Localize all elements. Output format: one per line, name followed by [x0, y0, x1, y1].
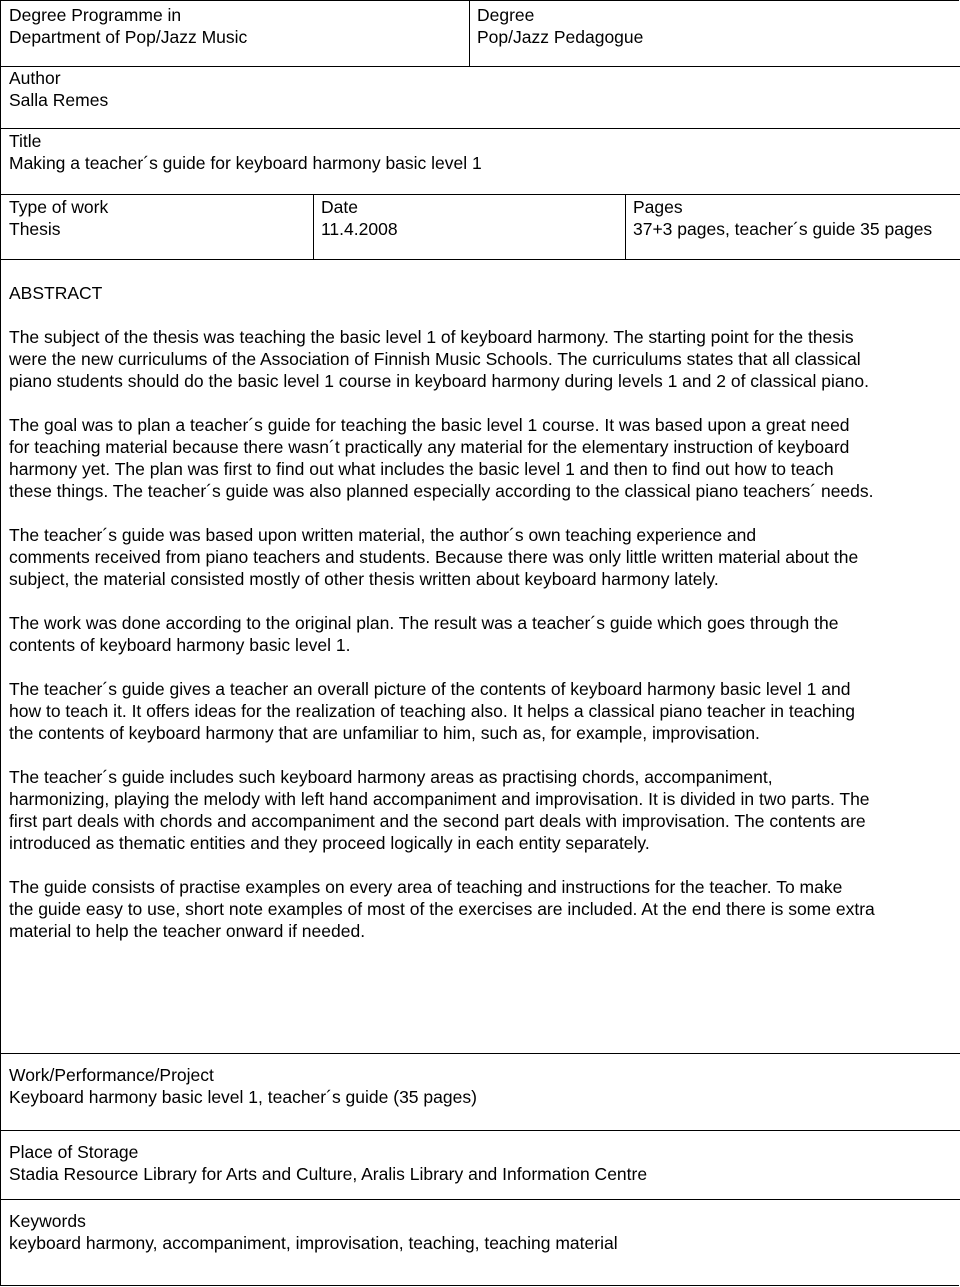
- degree-cell: [477, 4, 643, 48]
- abstract-line: the contents of keyboard harmony that are unfamiliar to him, such as, for example, improvisation.: [9, 723, 760, 743]
- work-value: Keyboard harmony basic level 1, teacher´s guide (35 pages): [9, 1087, 477, 1107]
- abstract-line: contents of keyboard harmony basic level 1.: [9, 635, 351, 655]
- type-value: Thesis: [9, 219, 61, 239]
- abstract-line: comments received from piano teachers and students. Because there was only little written material about the: [9, 547, 859, 567]
- abstract-paragraph: [9, 326, 960, 392]
- abstract-line: The teacher´s guide includes such keyboard harmony areas as practising chords, accompaniment,: [9, 767, 773, 787]
- work-label: Work/Performance/Project: [9, 1065, 214, 1085]
- divider: [0, 259, 960, 260]
- abstract-line: material to help the teacher onward if needed.: [9, 921, 366, 941]
- author-value: Salla Remes: [9, 90, 109, 110]
- title-label: Title: [9, 131, 42, 151]
- abstract-paragraph: [9, 524, 960, 590]
- date-cell: [321, 196, 398, 240]
- abstract-line: The teacher´s guide gives a teacher an overall picture of the contents of keyboard harmony basic level 1 and: [9, 679, 851, 699]
- abstract-heading: ABSTRACT: [9, 283, 103, 303]
- divider: [625, 194, 626, 259]
- abstract-paragraph: [9, 678, 960, 744]
- work-cell: [9, 1064, 477, 1108]
- degree-value: Pop/Jazz Pedagogue: [477, 27, 644, 47]
- keywords-label: Keywords: [9, 1211, 86, 1231]
- date-value: 11.4.2008: [321, 219, 398, 239]
- pages-value: 37+3 pages, teacher´s guide 35 pages: [633, 219, 933, 239]
- abstract-line: were the new curriculums of the Association of Finnish Music Schools. The curriculums states that all classical: [9, 349, 861, 369]
- abstract-line: how to teach it. It offers ideas for the realization of teaching also. It helps a classical piano teacher in teaching: [9, 701, 856, 721]
- abstract-paragraph: [9, 414, 960, 502]
- divider: [0, 66, 960, 67]
- divider: [0, 1130, 960, 1131]
- divider: [0, 1199, 960, 1200]
- programme-value: Department of Pop/Jazz Music: [9, 27, 248, 47]
- type-label: Type of work: [9, 197, 109, 217]
- abstract-line: The subject of the thesis was teaching the basic level 1 of keyboard harmony. The starting point for the thesis: [9, 327, 854, 347]
- programme-cell: [9, 4, 247, 48]
- author-cell: [9, 67, 108, 111]
- storage-label: Place of Storage: [9, 1142, 139, 1162]
- storage-value: Stadia Resource Library for Arts and Culture, Aralis Library and Information Centre: [9, 1164, 648, 1184]
- title-cell: [9, 130, 482, 174]
- divider: [0, 194, 960, 195]
- keywords-value: keyboard harmony, accompaniment, improvisation, teaching, teaching material: [9, 1233, 618, 1253]
- abstract-line: subject, the material consisted mostly of other thesis written about keyboard harmony lately.: [9, 569, 719, 589]
- title-value: Making a teacher´s guide for keyboard harmony basic level 1: [9, 153, 482, 173]
- pages-label: Pages: [633, 197, 683, 217]
- abstract-line: the guide easy to use, short note examples of most of the exercises are included. At the end there is some extra: [9, 899, 875, 919]
- abstract-line: The work was done according to the original plan. The result was a teacher´s guide which goes through the: [9, 613, 839, 633]
- divider: [0, 128, 960, 129]
- date-label: Date: [321, 197, 358, 217]
- abstract-line: piano students should do the basic level 1 course in keyboard harmony during levels 1 and 2 of classical piano.: [9, 371, 869, 391]
- abstract-line: harmonizing, playing the melody with left hand accompaniment and improvisation. It is divided in two parts. The: [9, 789, 870, 809]
- author-label: Author: [9, 68, 61, 88]
- pages-cell: [633, 196, 960, 240]
- abstract-line: introduced as thematic entities and they proceed logically in each entity separately.: [9, 833, 650, 853]
- storage-cell: [9, 1141, 647, 1185]
- abstract-paragraph: [9, 876, 960, 942]
- abstract-paragraph: [9, 766, 960, 854]
- divider: [0, 1053, 960, 1054]
- divider: [469, 0, 470, 66]
- abstract-line: first part deals with chords and accompaniment and the second part deals with improvisation. The contents are: [9, 811, 866, 831]
- type-cell: [9, 196, 108, 240]
- abstract-line: for teaching material because there wasn´t practically any material for the elementary instruction of keyboard: [9, 437, 850, 457]
- programme-label: Degree Programme in: [9, 5, 182, 25]
- abstract-line: The goal was to plan a teacher´s guide for teaching the basic level 1 course. It was based upon a great need: [9, 415, 850, 435]
- abstract-line: The teacher´s guide was based upon written material, the author´s own teaching experience and: [9, 525, 757, 545]
- abstract-line: these things. The teacher´s guide was also planned especially according to the classical piano teachers´ needs.: [9, 481, 874, 501]
- abstract-section: [9, 282, 960, 964]
- abstract-paragraph: [9, 612, 960, 656]
- abstract-line: harmony yet. The plan was first to find out what includes the basic level 1 and then to find out how to teach: [9, 459, 834, 479]
- abstract-line: The guide consists of practise examples on every area of teaching and instructions for the teacher. To make: [9, 877, 843, 897]
- keywords-cell: [9, 1210, 618, 1254]
- degree-label: Degree: [477, 5, 535, 25]
- divider: [313, 194, 314, 259]
